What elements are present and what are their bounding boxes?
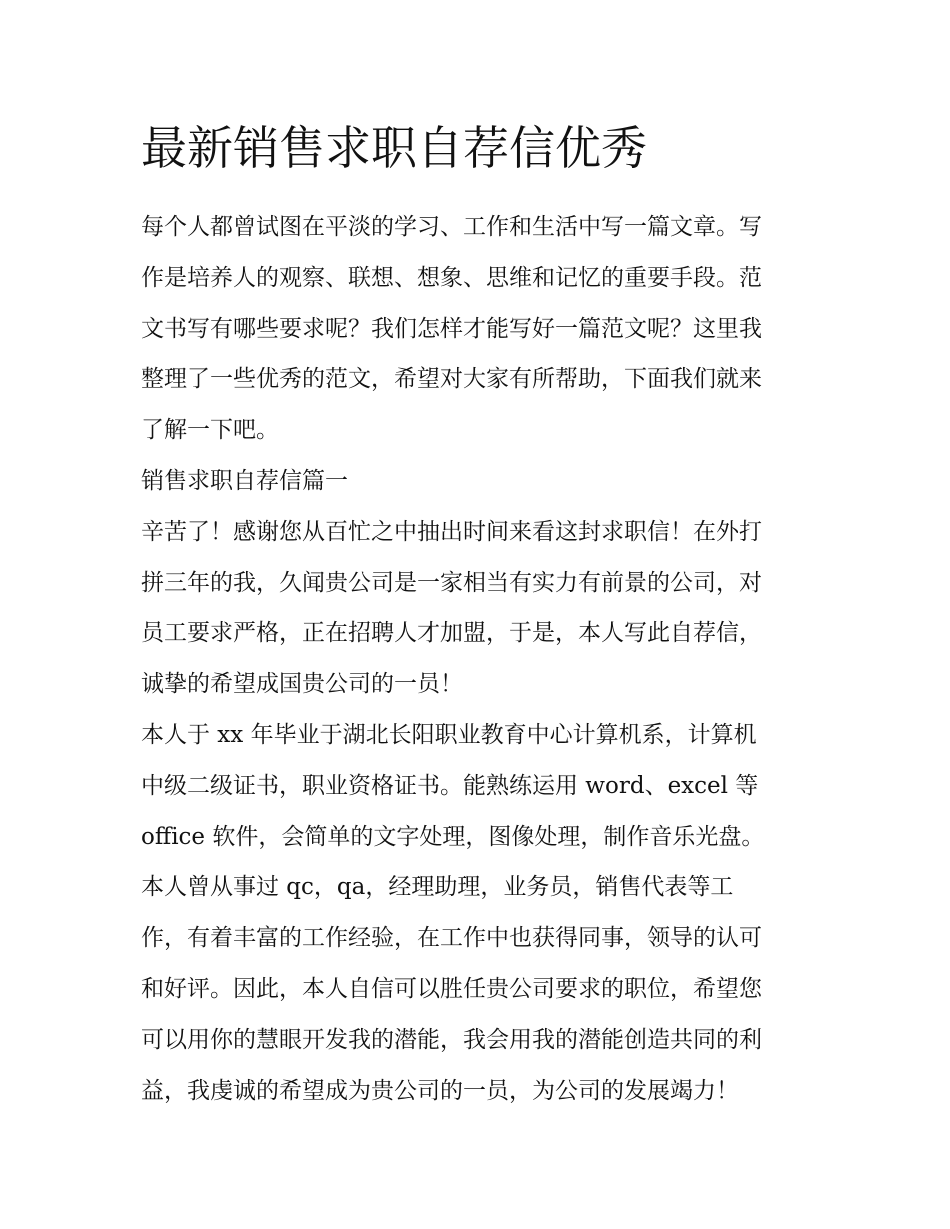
greeting-line: 诚挚的希望成国贵公司的一员！ [141, 671, 463, 698]
intro-paragraph [141, 202, 813, 456]
background-paragraph [141, 710, 813, 1116]
greeting-line: 拼三年的我，久闻贵公司是一家相当有实力有前景的公司，对 [141, 569, 762, 596]
background-line: 本人于 xx 年毕业于湖北长阳职业教育中心计算机系，计算机 [141, 721, 757, 748]
intro-line: 每个人都曾试图在平淡的学习、工作和生活中写一篇文章。写 [141, 214, 762, 240]
intro-line: 整理了一些优秀的范文，希望对大家有所帮助，下面我们就来 [141, 366, 762, 393]
section-heading: 销售求职自荐信篇一 [141, 467, 348, 494]
intro-line: 文书写有哪些要求呢？我们怎样才能写好一篇范文呢？这里我 [141, 315, 762, 342]
background-line: 和好评。因此，本人自信可以胜任贵公司要求的职位，希望您 [141, 975, 762, 1002]
background-line: office 软件，会简单的文字处理，图像处理，制作音乐光盘。 [141, 823, 765, 850]
background-line: 本人曾从事过 qc，qa，经理助理，业务员，销售代表等工 [141, 874, 734, 901]
background-line: 中级二级证书，职业资格证书。能熟练运用 word、excel 等 [141, 772, 759, 799]
intro-line: 作是培养人的观察、联想、想象、思维和记忆的重要手段。范 [141, 264, 762, 291]
background-line: 作，有着丰富的工作经验，在工作中也获得同事，领导的认可 [141, 925, 762, 952]
document-title: 最新销售求职自荐信优秀 [141, 121, 647, 175]
background-line: 可以用你的慧眼开发我的潜能，我会用我的潜能创造共同的利 [141, 1026, 762, 1053]
greeting-line: 辛苦了！感谢您从百忙之中抽出时间来看这封求职信！在外打 [141, 518, 762, 545]
background-line: 益，我虔诚的希望成为贵公司的一员，为公司的发展竭力！ [141, 1077, 739, 1104]
intro-line: 了解一下吧。 [141, 417, 279, 444]
greeting-paragraph [141, 507, 813, 710]
greeting-line: 员工要求严格，正在招聘人才加盟，于是，本人写此自荐信， [141, 620, 762, 647]
document-body [141, 118, 813, 1116]
